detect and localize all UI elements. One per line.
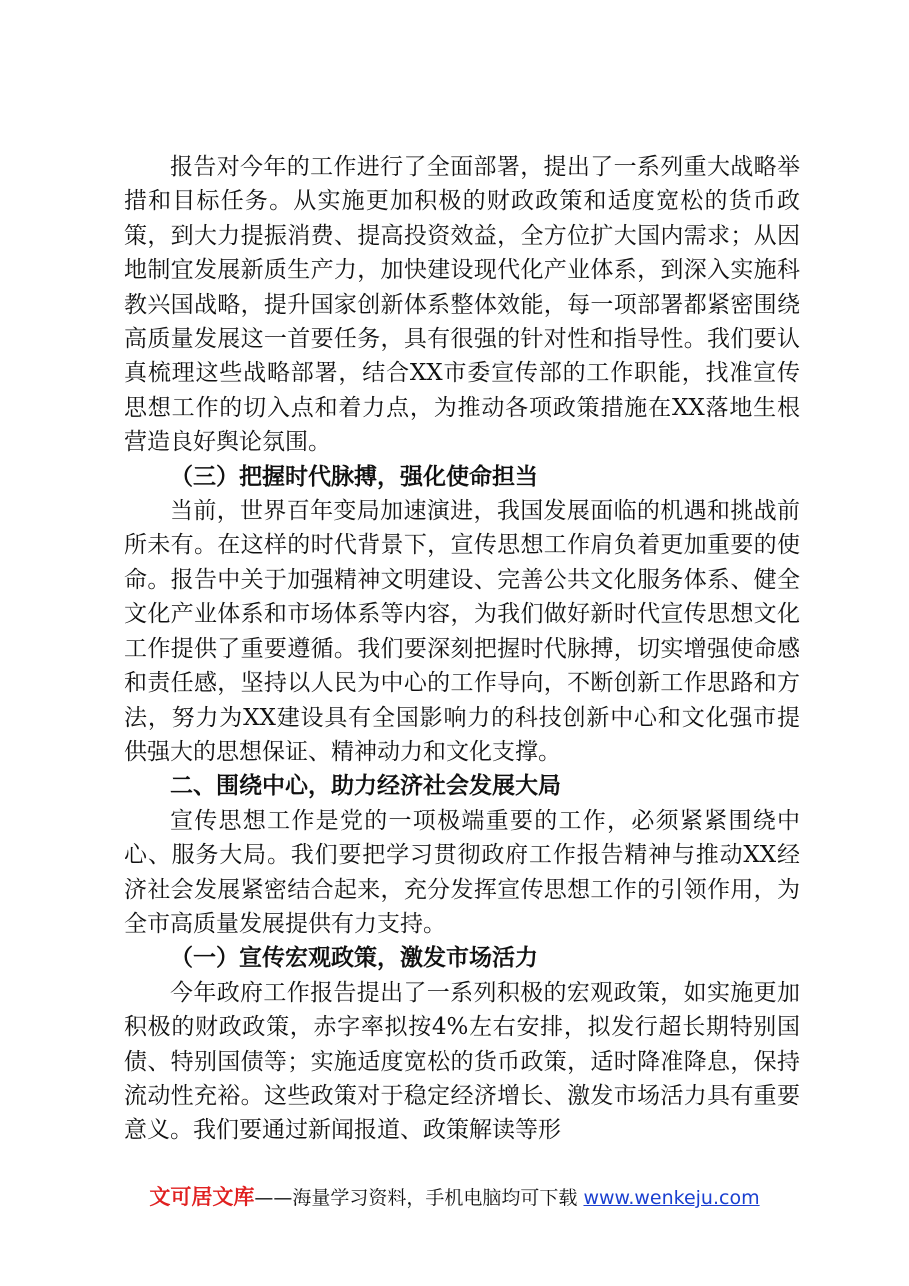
footer-website-link[interactable]: www.wenkeju.com xyxy=(583,1187,760,1209)
footer-banner xyxy=(0,1183,909,1212)
footer-separator: —— xyxy=(254,1187,293,1209)
footer-description: 海量学习资料，手机电脑均可下载 xyxy=(292,1187,578,1209)
paragraph-report-deployment: 报告对今年的工作进行了全面部署，提出了一系列重大战略举措和目标任务。从实施更加积极的财政政策和适度宽松的货币政策，到大力提振消费、提高投资效益，全方位扩大国内需求；从因地制宜发展新质生产力，加快建设现代化产业体系，到深入实施科教兴国战略，提升国家创新体系整体效能，每一项部署都紧密围绕高质量发展这一首要任务，具有很强的针对性和指导性。我们要认真梳理这些战略部署，结合XX市委宣传部的工作职能，找准宣传思想工作的切入点和着力点，为推动各项政策措施在XX落地生根营造良好舆论氛围。 xyxy=(124,154,800,456)
footer-brand: 文可居文库 xyxy=(149,1185,255,1209)
paragraph-serve-center: 宣传思想工作是党的一项极端重要的工作，必须紧紧围绕中心、服务大局。我们要把学习贯彻政府工作报告精神与推动XX经济社会发展紧密结合起来，充分发挥宣传思想工作的引领作用，为全市高质量发展提供有力支持。 xyxy=(124,807,800,937)
paragraph-macro-policy: 今年政府工作报告提出了一系列积极的宏观政策，如实施更加积极的财政政策，赤字率拟按4%左右安排，拟发行超长期特别国债、特别国债等；实施适度宽松的货币政策，适时降准降息，保持流动性充裕。这些政策对于稳定经济增长、激发市场活力具有重要意义。我们要通过新闻报道、政策解读等形 xyxy=(124,979,800,1144)
document-body xyxy=(124,150,800,1148)
section-heading-two: 二、围绕中心，助力经济社会发展大局 xyxy=(170,772,561,800)
paragraph-era-mission: 当前，世界百年变局加速演进，我国发展面临的机遇和挑战前所未有。在这样的时代背景下，宣传思想工作肩负着更加重要的使命。报告中关于加强精神文明建设、完善公共文化服务体系、健全文化产业体系和市场体系等内容，为我们做好新时代宣传思想文化工作提供了重要遵循。我们要深刻把握时代脉搏，切实增强使命感和责任感，坚持以人民为中心的工作导向，不断创新工作思路和方法，努力为XX建设具有全国影响力的科技创新中心和文化强市提供强大的思想保证、精神动力和文化支撑。 xyxy=(124,498,800,765)
subheading-macro-policy: （一）宣传宏观政策，激发市场活力 xyxy=(170,944,538,972)
subheading-grasp-era: （三）把握时代脉搏，强化使命担当 xyxy=(170,462,538,490)
